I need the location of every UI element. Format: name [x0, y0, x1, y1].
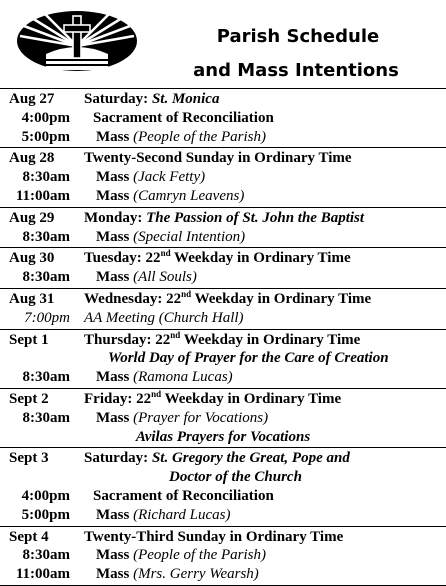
page-title: Parish Schedule	[216, 26, 380, 47]
mass-entry	[96, 187, 244, 206]
feast-continuation-row	[0, 468, 446, 487]
day-name: Friday: 22	[84, 390, 152, 407]
mass-label: Mass	[96, 409, 130, 426]
day-header-row	[0, 290, 446, 309]
mass-label: Mass	[96, 269, 130, 286]
day-title: Twenty-Second Sunday in Ordinary Time	[84, 150, 352, 167]
ordinal-suffix: nd	[160, 248, 171, 259]
day-title: Weekday in Ordinary Time	[161, 390, 342, 407]
mass-label: Mass	[96, 187, 130, 204]
time: 8:30am	[22, 547, 70, 564]
day-name: Monday:	[84, 209, 143, 226]
day-header-row	[0, 209, 446, 228]
ordinal-suffix: nd	[170, 329, 181, 340]
day-name: Tuesday: 22	[84, 250, 161, 267]
schedule-row	[0, 309, 446, 328]
day-description	[84, 90, 219, 109]
mass-entry	[96, 506, 230, 525]
day-description	[84, 390, 341, 409]
schedule-day-block	[0, 148, 446, 207]
date: Sept 4	[9, 528, 49, 545]
header	[0, 0, 446, 88]
day-header-row	[0, 390, 446, 409]
date: Aug 28	[9, 150, 55, 167]
feast-name: St. Gregory the Great, Pope and	[151, 450, 350, 467]
event-text: AA Meeting (Church Hall)	[84, 309, 244, 326]
mass-label: Mass	[96, 228, 130, 245]
day-title: Weekday in Ordinary Time	[191, 290, 372, 307]
mass-label: Mass	[96, 169, 130, 186]
page-subtitle: and Mass Intentions	[193, 60, 399, 81]
schedule-day-block	[0, 208, 446, 249]
ordinal-suffix: nd	[181, 288, 192, 299]
day-header-row	[0, 331, 446, 350]
day-header-row	[0, 449, 446, 468]
mass-intention: (People of the Parish)	[133, 547, 266, 564]
time: 4:00pm	[21, 487, 70, 504]
day-header-row	[0, 149, 446, 168]
mass-entry	[96, 268, 197, 287]
time: 5:00pm	[21, 506, 70, 523]
feast-name: The Passion of St. John the Baptist	[146, 209, 365, 226]
schedule-day-block	[0, 527, 446, 586]
feast-name: St. Monica	[151, 91, 220, 107]
day-header-row	[0, 249, 446, 268]
mass-entry	[96, 228, 245, 247]
mass-entry	[96, 168, 205, 187]
centered-note-row	[0, 428, 446, 447]
mass-intention: (Prayer for Vocations)	[133, 409, 269, 426]
day-name: Saturday:	[84, 450, 149, 467]
date: Sept 3	[9, 450, 49, 467]
observance: World Day of Prayer for the Care of Creation	[108, 350, 389, 367]
mass-label: Mass	[96, 506, 130, 523]
mass-entry	[96, 368, 233, 387]
mass-entry	[96, 565, 259, 584]
observance-row	[0, 349, 446, 368]
centered-note: Avilas Prayers for Vocations	[135, 428, 311, 445]
day-header-row	[0, 528, 446, 547]
schedule-row	[0, 268, 446, 287]
schedule-day-block	[0, 330, 446, 389]
date: Aug 30	[9, 250, 55, 267]
schedule-day-block	[0, 89, 446, 148]
mass-label: Mass	[96, 128, 130, 145]
mass-entry	[96, 128, 266, 147]
schedule-day-block	[0, 248, 446, 289]
mass-entry	[96, 546, 266, 565]
day-description	[84, 449, 350, 468]
time: 8:30am	[22, 269, 70, 286]
mass-label: Mass	[96, 566, 130, 583]
date: Sept 2	[9, 390, 49, 407]
schedule-day-block	[0, 448, 446, 526]
mass-intention: (Mrs. Gerry Wearsh)	[133, 566, 259, 583]
day-description	[84, 209, 364, 228]
mass-label: Mass	[96, 369, 130, 386]
day-name: Saturday:	[84, 91, 149, 107]
schedule-row	[0, 109, 446, 128]
date: Aug 27	[9, 91, 55, 107]
ordinal-suffix: nd	[151, 388, 162, 399]
time: 8:30am	[22, 409, 70, 426]
time: 8:30am	[22, 169, 70, 186]
schedule-row	[0, 546, 446, 565]
mass-label: Mass	[96, 547, 130, 564]
schedule-row	[0, 168, 446, 187]
mass-intention: (Richard Lucas)	[133, 506, 231, 523]
mass-intention: (All Souls)	[133, 269, 197, 286]
day-name: Wednesday: 22	[84, 290, 182, 307]
day-description	[84, 249, 351, 268]
time: 5:00pm	[21, 128, 70, 145]
schedule-row	[0, 506, 446, 525]
cross-sunrise-logo	[16, 10, 138, 72]
mass-entry	[96, 409, 268, 428]
day-description	[84, 528, 343, 547]
schedule-row	[0, 565, 446, 584]
mass-intention: (People of the Parish)	[133, 128, 266, 145]
day-title: Twenty-Third Sunday in Ordinary Time	[84, 528, 344, 545]
event-text: Sacrament of Reconciliation	[93, 109, 274, 126]
mass-intention: (Special Intention)	[133, 228, 246, 245]
schedule-list	[0, 88, 446, 586]
time: 11:00am	[15, 566, 70, 583]
schedule-row	[0, 409, 446, 428]
schedule-row	[0, 128, 446, 147]
day-description	[84, 290, 371, 309]
time: 7:00pm	[24, 309, 70, 326]
day-title: Weekday in Ordinary Time	[180, 331, 361, 348]
date: Aug 31	[9, 290, 55, 307]
time: 4:00pm	[21, 109, 70, 126]
time: 8:30am	[22, 369, 70, 386]
schedule-row	[0, 228, 446, 247]
mass-intention: (Jack Fetty)	[133, 169, 206, 186]
date: Sept 1	[9, 331, 49, 348]
mass-intention: (Ramona Lucas)	[133, 369, 233, 386]
schedule-day-block	[0, 389, 446, 448]
feast-name-continued: Doctor of the Church	[169, 469, 302, 486]
time: 11:00am	[15, 187, 70, 204]
time: 8:30am	[22, 228, 70, 245]
schedule-row	[0, 187, 446, 206]
day-header-row	[0, 90, 446, 109]
day-name: Thursday: 22	[84, 331, 171, 348]
date: Aug 29	[9, 209, 55, 226]
mass-intention: (Camryn Leavens)	[133, 187, 245, 204]
schedule-row	[0, 368, 446, 387]
event-text: Sacrament of Reconciliation	[93, 487, 274, 504]
schedule-day-block	[0, 289, 446, 330]
day-description	[84, 149, 352, 168]
day-description	[84, 331, 360, 350]
day-title: Weekday in Ordinary Time	[170, 250, 351, 267]
schedule-row	[0, 487, 446, 506]
